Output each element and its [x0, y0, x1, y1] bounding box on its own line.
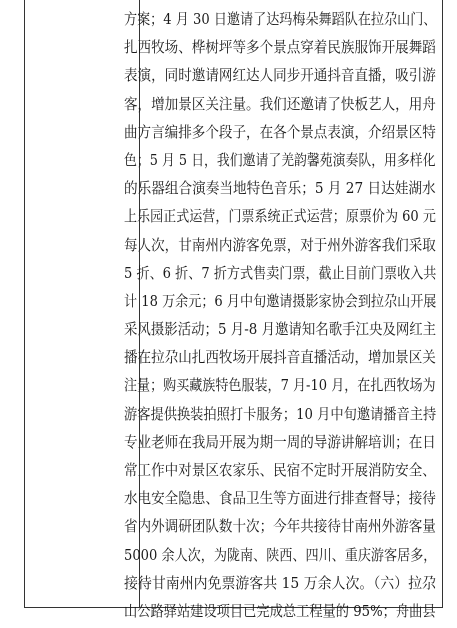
- text-line: 表演，同时邀请网红达人同步开通抖音直播，吸引游: [124, 67, 436, 85]
- text-line: 计 18 万余元；6 月中旬邀请摄影家协会到拉尕山开展: [124, 292, 437, 310]
- text-line: 常工作中对景区农家乐、民宿不定时开展消防安全、: [124, 462, 436, 479]
- text-line: 省内外调研团队数十次；今年共接待甘南州外游客量: [124, 518, 436, 536]
- text-line: 5 折、6 折、7 折方式售卖门票，截止目前门票收入共: [124, 264, 437, 282]
- text-line: 曲方言编排多个段子，在各个景点表演，介绍景区特: [124, 123, 436, 141]
- text-line: 每人次，甘南州内游客免票，对于州外游客我们采取: [124, 236, 436, 254]
- text-line: 注量；购买藏族特色服装，7 月-10 月，在扎西牧场为: [124, 377, 436, 395]
- text-line: 5000 余人次，为陇南、陕西、四川、重庆游客居多，: [124, 546, 437, 564]
- text-line: 上乐园正式运营，门票系统正式运营；原票价为 60 元: [124, 208, 436, 226]
- text-line: 采风摄影活动；5 月-8 月邀请知名歌手江央及网红主: [124, 321, 437, 339]
- text-line: 游客提供换装拍照打卡服务；10 月中旬邀请播音主持: [124, 405, 437, 423]
- text-line: 专业老师在我局开展为期一周的导游讲解培训；在日: [124, 433, 436, 451]
- table-cell-content: [124, 6, 436, 626]
- text-line: 方案；4 月 30 日邀请了达玛梅朵舞蹈队在拉尕山门、: [124, 11, 437, 28]
- text-line: 山公路驿站建设项目已完成总工程量的 95%；舟曲县: [124, 602, 436, 620]
- text-line: 客，增加景区关注量。我们还邀请了快板艺人，用舟: [124, 95, 436, 113]
- text-line: 水电安全隐患、食品卫生等方面进行排查督导；接待: [124, 490, 436, 508]
- text-line: 的乐器组合演奏当地特色音乐；5 月 27 日达娃湖水: [124, 180, 436, 198]
- text-line: 播在拉尕山扎西牧场开展抖音直播活动，增加景区关: [124, 349, 436, 367]
- text-line: 色；5 月 5 日，我们邀请了羌韵馨苑演奏队，用多样化: [124, 151, 436, 169]
- text-line: 扎西牧场、桦树坪等多个景点穿着民族服饰开展舞蹈: [124, 39, 436, 57]
- text-line: 接待甘南州内免票游客共 15 万余人次。（六）拉尕: [124, 574, 436, 592]
